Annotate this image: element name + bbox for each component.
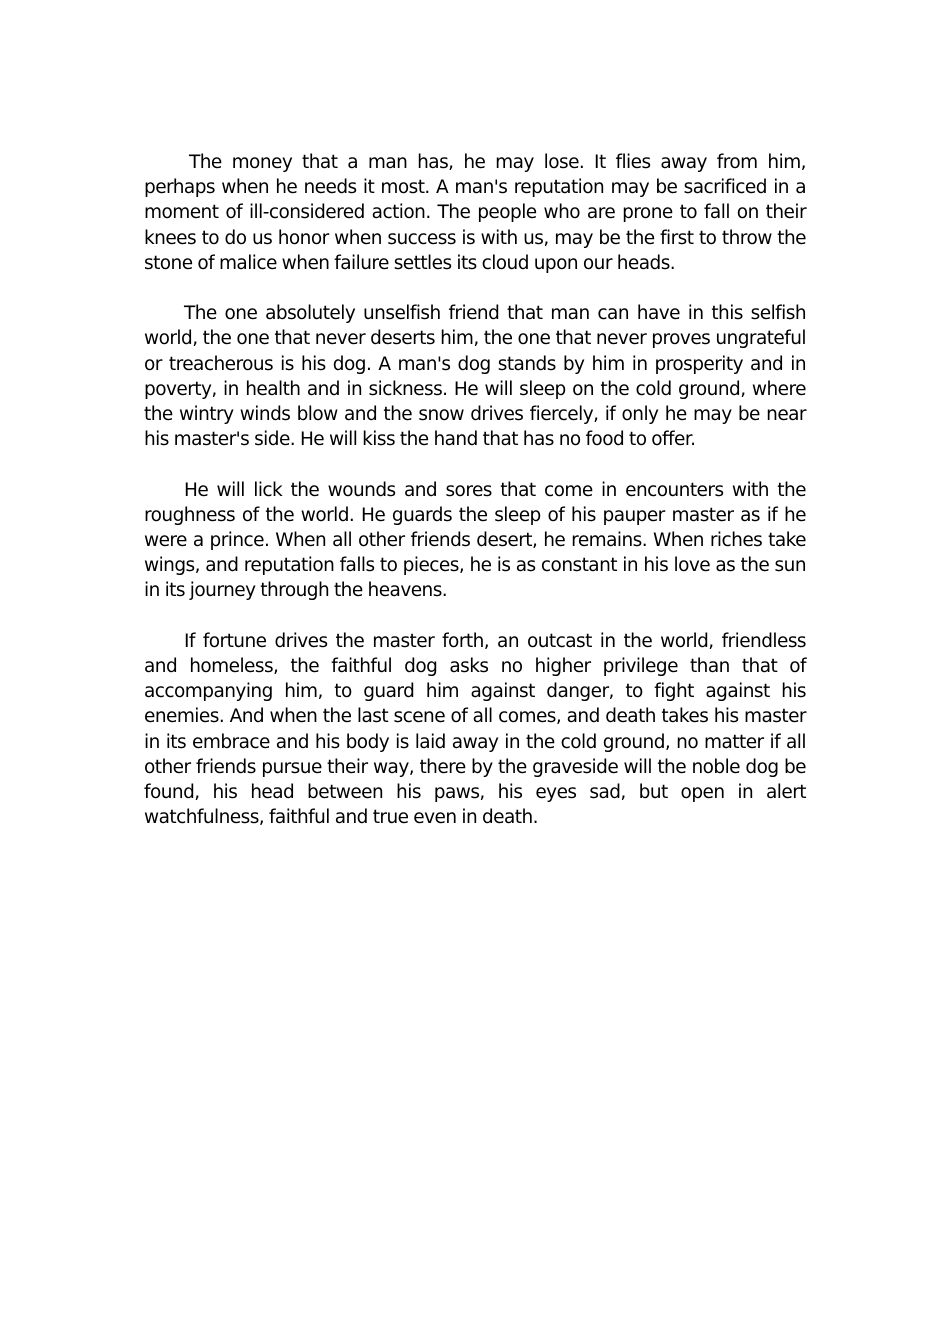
paragraph-1: The money that a man has, he may lose. It flies away from him, perhaps when he needs it most. A man's reputation may be sacrificed in a moment of ill-considered action. The people who are prone to fall on their knees to do us honor when success is with us, may be the first to throw the stone of malice when failure settles its cloud upon our heads. xyxy=(144,152,806,274)
paragraph-4: If fortune drives the master forth, an outcast in the world, friendless and homeless, the faithful dog asks no higher privilege than that of accompanying him, to guard him against danger, to fight against his enemies. And when the last scene of all comes, and death takes his master in its embrace and his body is laid away in the cold ground, no matter if all other friends pursue their way, there by the graveside will the noble dog be found, his head between his paws, his eyes sad, but open in alert watchfulness, faithful and true even in death. xyxy=(144,630,806,829)
paragraph-3: He will lick the wounds and sores that come in encounters with the roughness of the world. He guards the sleep of his pauper master as if he were a prince. When all other friends desert, he remains. When riches take wings, and reputation falls to pieces, he is as constant in his love as the sun in its journey through the heavens. xyxy=(144,479,806,602)
paragraph-2: The one absolutely unselfish friend that man can have in this selfish world, the one that never deserts him, the one that never proves ungrateful or treacherous is his dog. A man's dog stands by him in prosperity and in poverty, in health and in sickness. He will sleep on the cold ground, where the wintry winds blow and the snow drives fiercely, if only he may be near his master's side. He will kiss the hand that has no food to offer. xyxy=(144,303,806,451)
body-text xyxy=(144,150,806,856)
